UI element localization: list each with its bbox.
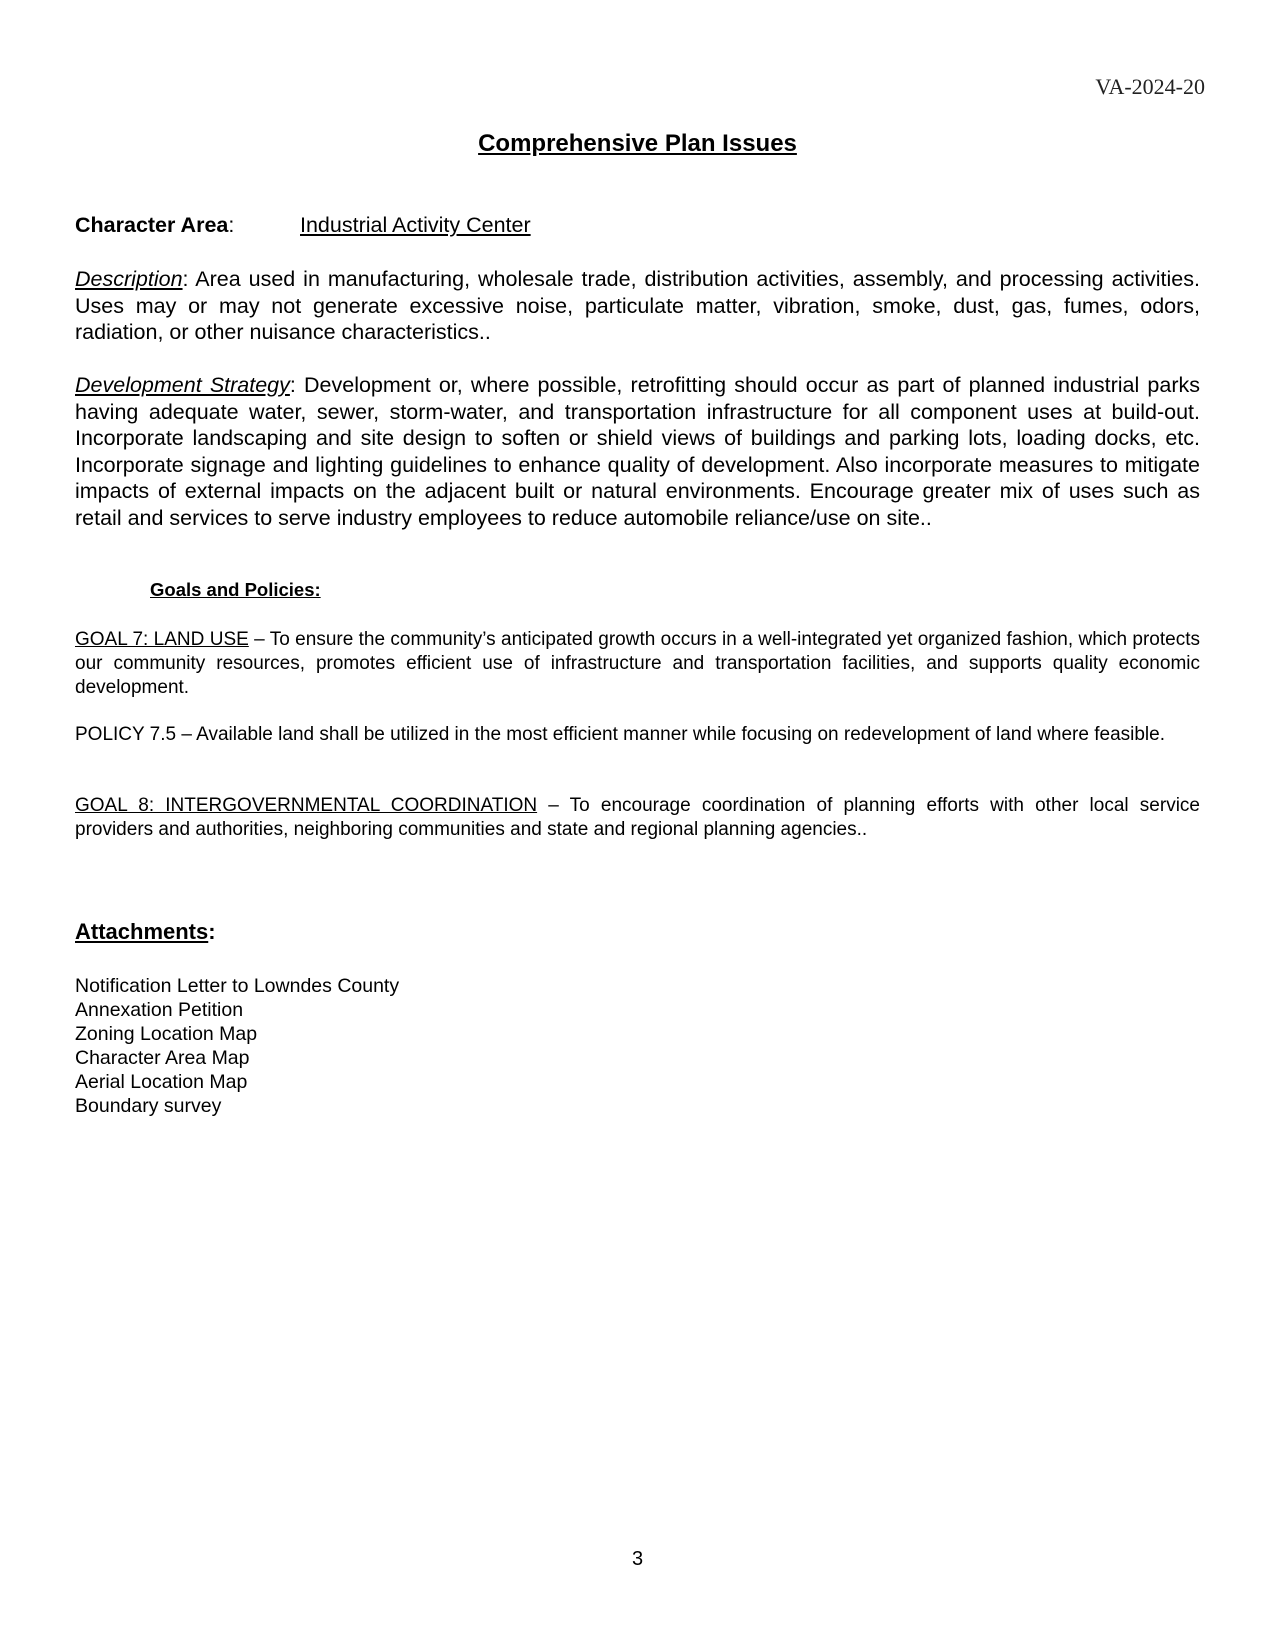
attachment-item: Zoning Location Map [75,1023,258,1045]
description-text: : Area used in manufacturing, wholesale trade, distribution activities, assembly, and processing activities. Uses may or may not generate excessive noise, particulate matter, vibration, smoke, dust, gas, fumes, odors, radiation, or other nuisance characteristics.. [75,267,1200,344]
character-area-value: Industrial Activity Center [300,213,531,237]
page-number: 3 [631,1548,644,1570]
goal-7-label: GOAL 7: LAND USE [75,629,249,650]
page-title: Comprehensive Plan Issues [478,130,797,157]
case-id: VA-2024-20 [1095,74,1205,99]
attachment-item: Annexation Petition [75,999,244,1021]
goal-7-paragraph [75,628,1200,700]
attachments-heading [75,919,1200,945]
attachment-item: Notification Letter to Lowndes County [75,975,400,997]
development-strategy-text: : Development or, where possible, retrofitting should occur as part of planned industrial parks having adequate water, sewer, storm-water, and transportation infrastructure for all component uses at build-out. Incorporate landscaping and site design to soften or shield views of buildings and parking lots, loading docks, etc. Incorporate signage and lighting guidelines to enhance quality of development. Also incorporate measures to mitigate impacts of external impacts on the adjacent built or natural environments. Encourage greater mix of uses such as retail and services to serve industry employees to reduce automobile reliance/use on site.. [75,373,1200,530]
description-paragraph [75,266,1200,346]
attachment-item: Character Area Map [75,1047,250,1069]
goals-policies-heading: Goals and Policies: [150,579,321,600]
attachment-item: Aerial Location Map [75,1071,248,1093]
character-area-label: Character Area [75,213,229,237]
description-label: Description [75,267,183,291]
character-area-line [75,213,1200,238]
attachments-heading-label: Attachments [75,919,209,944]
attachments-heading-colon: : [208,919,216,944]
policy-7-5-paragraph: POLICY 7.5 – Available land shall be utilized in the most efficient manner while focusing on redevelopment of land where feasible. [75,724,1165,745]
character-area-colon: : [228,213,235,237]
development-strategy-label: Development Strategy [75,373,290,397]
development-strategy-paragraph [75,372,1200,531]
goal-8-paragraph [75,794,1200,842]
attachment-item: Boundary survey [75,1095,222,1117]
goal-7-text: – To ensure the community’s anticipated growth occurs in a well-integrated yet organized fashion, which protects our community resources, promotes efficient use of infrastructure and transportation facilities, and supports quality economic development. [75,629,1200,698]
goal-8-label: GOAL 8: INTERGOVERNMENTAL COORDINATION [75,795,538,816]
attachments-list [75,974,1200,1118]
goal-8-text: – To encourage coordination of planning efforts with other local service providers and authorities, neighboring communities and state and regional planning agencies.. [75,795,1200,840]
